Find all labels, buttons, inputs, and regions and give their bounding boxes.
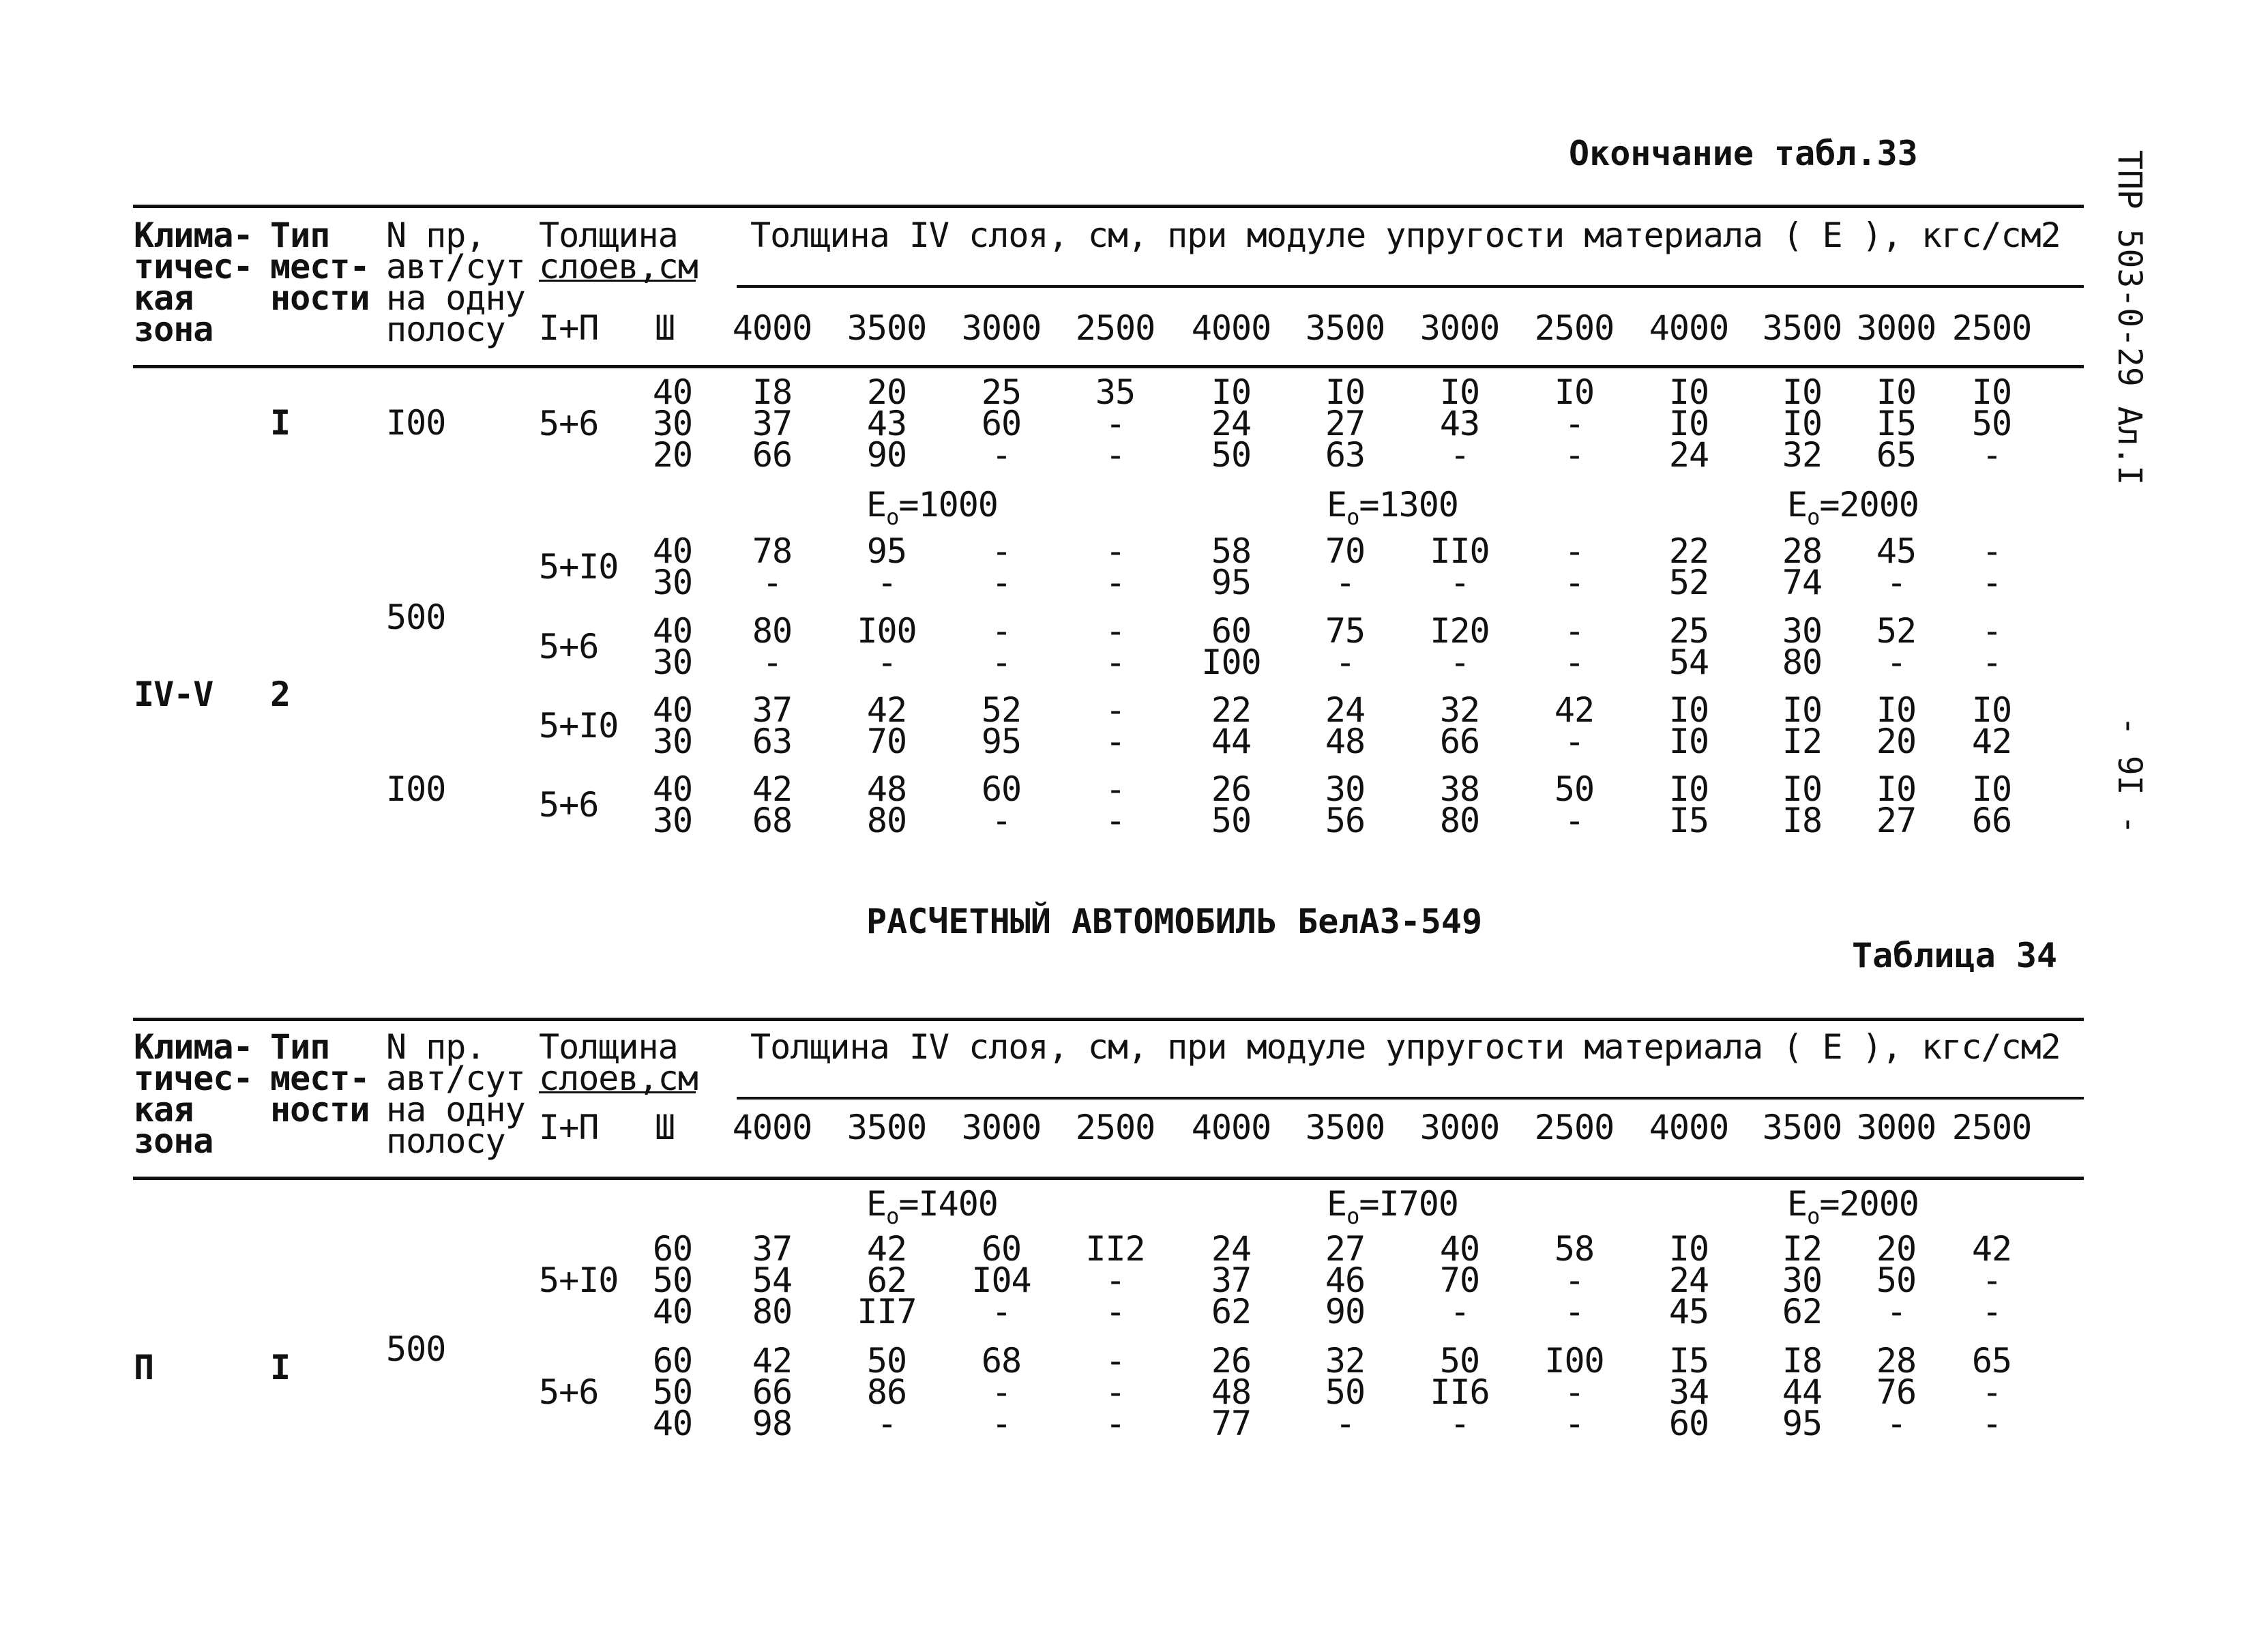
t34-ecol-1: 3500 — [846, 1108, 927, 1147]
t34-h-thick-2: слоев,см — [539, 1059, 698, 1098]
t34-group-0-cell-0: 37 54 80 — [752, 1229, 793, 1331]
t34-header-bottom-rule — [133, 1177, 2084, 1180]
t34-ecol-5: 3500 — [1305, 1108, 1385, 1147]
t33-h-thick-1: Толщина — [539, 216, 678, 255]
continuation-title: Окончание табл.33 — [1569, 134, 1918, 173]
t34-group-0-cell-4: 24 37 62 — [1211, 1229, 1252, 1331]
t33-ecol-4: 4000 — [1191, 308, 1271, 348]
t33-h-n-1: N пр, — [386, 216, 486, 255]
t34-h-n-1: N пр. — [386, 1027, 486, 1067]
t34-ecol-2: 3000 — [961, 1108, 1042, 1147]
t33-group-3-cell-9: I0 I2 — [1782, 690, 1823, 761]
t33-group-1-cell-1: 95 - — [866, 531, 907, 602]
t33-group-4-layers: 5+6 — [539, 785, 599, 825]
t33-group-2-cell-3: - - — [1105, 611, 1125, 682]
t34-group-1-cell-9: I8 44 95 — [1782, 1341, 1823, 1443]
t33-group-3-layer3: 40 30 — [652, 690, 693, 761]
t34-ecol-9: 3500 — [1762, 1108, 1842, 1147]
t33-group-1-cell-10: 45 - — [1876, 531, 1917, 602]
t33-group-0-cell-2: 25 60 - — [981, 372, 1022, 475]
t33-group-0-cell-11: I0 50 - — [1971, 372, 2012, 475]
t34-sub-layers-12: I+П — [539, 1108, 599, 1147]
t34-group-0-cell-11: 42 - - — [1971, 1229, 2012, 1331]
t33-group-2-cell-5: 75 - — [1325, 611, 1366, 682]
t33-ecol-7: 2500 — [1534, 308, 1615, 348]
t33-h-main: Толщина IV слоя, см, при модуле упругости материала ( E ), кгс/см2 — [750, 216, 2061, 255]
t33-ecol-11: 2500 — [1951, 308, 2032, 348]
t34-group-1-cell-3: - - - — [1105, 1341, 1125, 1443]
t33-group-1-cell-9: 28 74 — [1782, 531, 1823, 602]
t34-ecol-11: 2500 — [1951, 1108, 2032, 1147]
t33-ecol-0: 4000 — [732, 308, 812, 348]
t33-h-type-1: Тип — [270, 216, 330, 255]
t33-group-4-cell-1: 48 80 — [866, 769, 907, 840]
t33-h-n-4: полосу — [386, 310, 505, 349]
t34-h-type-3: ности — [270, 1090, 370, 1130]
t34-h-main: Толщина IV слоя, см, при модуле упругости материала ( E ), кгс/см2 — [750, 1027, 2061, 1067]
t33-group-0-layers: 5+6 — [539, 404, 599, 443]
t34-group-0-cell-6: 40 70 - — [1439, 1229, 1480, 1331]
table34-label: Таблица 34 — [1852, 936, 2058, 975]
t33-ecol-6: 3000 — [1419, 308, 1500, 348]
t34-group-1-cell-8: I5 34 60 — [1668, 1341, 1709, 1443]
t33-group-3-layers: 5+I0 — [539, 706, 619, 746]
page-number: - 9I - — [2110, 716, 2149, 835]
t33-h-zone-3: кая — [134, 278, 194, 318]
t33-eo-1: $E_o=1000$ — [866, 485, 998, 530]
t33-ecol-8: 4000 — [1649, 308, 1729, 348]
t33-group-3-cell-0: 37 63 — [752, 690, 793, 761]
t33-group-2-cell-7: - - — [1564, 611, 1585, 682]
t33-group-1-cell-0: 78 - — [752, 531, 793, 602]
t34-h-type-1: Тип — [270, 1027, 330, 1067]
t33-group-1-cell-8: 22 52 — [1668, 531, 1709, 602]
t34-group-0-cell-8: I0 24 45 — [1668, 1229, 1709, 1331]
t34-h-n-4: полосу — [386, 1121, 505, 1161]
t33-h-n-2: авт/сут — [386, 247, 525, 286]
t33-group-2-cell-1: I00 - — [857, 611, 917, 682]
t34-ecol-4: 4000 — [1191, 1108, 1271, 1147]
t34-group-0-cell-10: 20 50 - — [1876, 1229, 1917, 1331]
t34-ecol-6: 3000 — [1419, 1108, 1500, 1147]
t33-group-0-cell-9: I0 I0 32 — [1782, 372, 1823, 475]
t34-group-1-cell-4: 26 48 77 — [1211, 1341, 1252, 1443]
t33-group-4-layer3: 40 30 — [652, 769, 693, 840]
t33-group-3-cell-4: 22 44 — [1211, 690, 1252, 761]
t34-ecol-3: 2500 — [1075, 1108, 1155, 1147]
t34-ecol-0: 4000 — [732, 1108, 812, 1147]
t33-header-mid-rule — [737, 285, 2084, 288]
t34-h-n-3: на одну — [386, 1090, 525, 1130]
t33-h-type-3: ности — [270, 278, 370, 318]
t34-group-1-cell-7: I00 - - — [1544, 1341, 1604, 1443]
t33-ecol-3: 2500 — [1075, 308, 1155, 348]
t34-group-0-layers: 5+I0 — [539, 1260, 619, 1300]
t33-group-1-layer3: 40 30 — [652, 531, 693, 602]
t33-group-0-cell-0: I8 37 66 — [752, 372, 793, 475]
t33-group-3-cell-5: 24 48 — [1325, 690, 1366, 761]
t33-group-2-layer3: 40 30 — [652, 611, 693, 682]
t33-group-0-cell-8: I0 I0 24 — [1668, 372, 1709, 475]
t33-top-rule — [133, 205, 2084, 208]
t33-group-0-cell-3: 35 - - — [1095, 372, 1136, 475]
t34-h-zone-3: кая — [134, 1090, 194, 1130]
t34-group-0-layer3: 60 50 40 — [652, 1229, 693, 1331]
t33-group-0-cell-1: 20 43 90 — [866, 372, 907, 475]
t34-n: 500 — [386, 1329, 446, 1369]
t33-group-0-layer3: 40 30 20 — [652, 372, 693, 475]
t33-group-1-layers: 5+I0 — [539, 547, 619, 587]
t34-group-1-layer3: 60 50 40 — [652, 1341, 693, 1443]
t34-group-1-cell-6: 50 II6 - — [1430, 1341, 1490, 1443]
t34-h-thick-1: Толщина — [539, 1027, 678, 1067]
t34-group-1-cell-2: 68 - - — [981, 1341, 1022, 1443]
t33-n-100a: I00 — [386, 403, 446, 443]
t34-ecol-7: 2500 — [1534, 1108, 1615, 1147]
t33-group-4-cell-11: I0 66 — [1971, 769, 2012, 840]
t34-h-n-2: авт/сут — [386, 1059, 525, 1098]
t33-group-2-cell-11: - - — [1981, 611, 2002, 682]
t34-h-zone-4: зона — [134, 1121, 213, 1161]
t33-group-1-cell-11: - - — [1981, 531, 2002, 602]
t34-ecol-10: 3000 — [1856, 1108, 1936, 1147]
t33-type-1: I — [270, 403, 291, 443]
t34-group-1-cell-0: 42 66 98 — [752, 1341, 793, 1443]
t34-group-1-cell-1: 50 86 - — [866, 1341, 907, 1443]
t33-group-1-cell-6: II0 - — [1430, 531, 1490, 602]
t34-header-mid-rule — [737, 1097, 2084, 1100]
t33-group-4-cell-9: I0 I8 — [1782, 769, 1823, 840]
t33-h-zone-2: тичес- — [134, 247, 253, 286]
t33-group-1-cell-5: 70 - — [1325, 531, 1366, 602]
t33-group-2-cell-9: 30 80 — [1782, 611, 1823, 682]
t34-group-0-cell-5: 27 46 90 — [1325, 1229, 1366, 1331]
t33-group-4-cell-2: 60 - — [981, 769, 1022, 840]
t33-group-2-cell-10: 52 - — [1876, 611, 1917, 682]
t34-top-rule — [133, 1018, 2084, 1021]
t33-h-type-2: мест- — [270, 247, 370, 286]
t33-ecol-9: 3500 — [1762, 308, 1842, 348]
t33-ecol-1: 3500 — [846, 308, 927, 348]
t34-group-1-cell-10: 28 76 - — [1876, 1341, 1917, 1443]
t34-eo-1: $E_o=I400$ — [866, 1184, 998, 1229]
t33-group-3-cell-2: 52 95 — [981, 690, 1022, 761]
t33-ecol-5: 3500 — [1305, 308, 1385, 348]
t34-h-zone-1: Клима- — [134, 1027, 253, 1067]
t33-group-3-cell-6: 32 66 — [1439, 690, 1480, 761]
t33-sub-layers-12: I+П — [539, 308, 599, 348]
t33-n-500: 500 — [386, 598, 446, 637]
t33-eo-2: $E_o=1300$ — [1327, 485, 1458, 530]
t33-sub-layer-3: Ш — [655, 308, 675, 348]
t33-header-bottom-rule — [133, 365, 2084, 368]
t33-group-4-cell-6: 38 80 — [1439, 769, 1480, 840]
t33-group-0-cell-5: I0 27 63 — [1325, 372, 1366, 475]
t33-ecol-10: 3000 — [1856, 308, 1936, 348]
t34-group-0-cell-7: 58 - - — [1554, 1229, 1595, 1331]
t33-group-2-cell-6: I20 - — [1430, 611, 1490, 682]
t34-group-0-cell-3: II2 - - — [1085, 1229, 1145, 1331]
t33-h-n-3: на одну — [386, 278, 525, 318]
t33-group-1-cell-4: 58 95 — [1211, 531, 1252, 602]
t33-group-3-cell-7: 42 - — [1554, 690, 1595, 761]
t34-h-zone-2: тичес- — [134, 1059, 253, 1098]
t33-group-4-cell-0: 42 68 — [752, 769, 793, 840]
t33-group-4-cell-5: 30 56 — [1325, 769, 1366, 840]
t34-group-0-cell-9: I2 30 62 — [1782, 1229, 1823, 1331]
t34-group-1-cell-5: 32 50 - — [1325, 1341, 1366, 1443]
t33-group-4-cell-3: - - — [1105, 769, 1125, 840]
t33-group-4-cell-10: I0 27 — [1876, 769, 1917, 840]
t33-group-1-cell-3: - - — [1105, 531, 1125, 602]
t34-eo-3: $E_o=2000$ — [1787, 1184, 1919, 1229]
t33-eo-3: $E_o=2000$ — [1787, 485, 1919, 530]
t34-zone: П — [134, 1348, 154, 1387]
t33-ecol-2: 3000 — [961, 308, 1042, 348]
section-title: РАСЧЕТНЫЙ АВТОМОБИЛЬ БелАЗ-549 — [866, 902, 1483, 941]
t34-h-type-2: мест- — [270, 1059, 370, 1098]
t33-group-3-cell-1: 42 70 — [866, 690, 907, 761]
t33-group-4-cell-7: 50 - — [1554, 769, 1595, 840]
t34-group-1-cell-11: 65 - - — [1971, 1341, 2012, 1443]
t33-group-3-cell-11: I0 42 — [1971, 690, 2012, 761]
t34-group-1-layers: 5+6 — [539, 1372, 599, 1412]
t33-group-1-cell-2: - - — [991, 531, 1012, 602]
t34-group-0-cell-1: 42 62 II7 — [857, 1229, 917, 1331]
t33-group-2-cell-0: 80 - — [752, 611, 793, 682]
t34-eo-2: $E_o=I700$ — [1327, 1184, 1458, 1229]
t33-type-2: 2 — [270, 675, 291, 714]
t33-h-thick-2: слоев,см — [539, 247, 698, 286]
t33-group-0-cell-6: I0 43 - — [1439, 372, 1480, 475]
t34-type: I — [270, 1348, 291, 1387]
t33-group-3-cell-10: I0 20 — [1876, 690, 1917, 761]
t33-group-4-cell-4: 26 50 — [1211, 769, 1252, 840]
t33-group-2-cell-8: 25 54 — [1668, 611, 1709, 682]
t33-group-0-cell-10: I0 I5 65 — [1876, 372, 1917, 475]
t33-h-zone-1: Клима- — [134, 216, 253, 255]
t33-group-3-cell-3: - - — [1105, 690, 1125, 761]
t33-group-4-cell-8: I0 I5 — [1668, 769, 1709, 840]
t33-group-2-layers: 5+6 — [539, 627, 599, 666]
t34-group-0-cell-2: 60 I04 - — [971, 1229, 1031, 1331]
t33-group-0-cell-7: I0 - - — [1554, 372, 1595, 475]
document-code: ТПР 503-0-29 Ал.I — [2110, 150, 2149, 486]
t33-group-2-cell-4: 60 I00 — [1201, 611, 1261, 682]
t33-group-3-cell-8: I0 I0 — [1668, 690, 1709, 761]
t33-group-2-cell-2: - - — [991, 611, 1012, 682]
t34-ecol-8: 4000 — [1649, 1108, 1729, 1147]
t33-group-0-cell-4: I0 24 50 — [1211, 372, 1252, 475]
t34-sub-layer-3: Ш — [655, 1108, 675, 1147]
t33-zone: IV-V — [134, 675, 213, 714]
t33-h-zone-4: зона — [134, 310, 213, 349]
t33-group-1-cell-7: - - — [1564, 531, 1585, 602]
t33-n-100b: I00 — [386, 769, 446, 809]
